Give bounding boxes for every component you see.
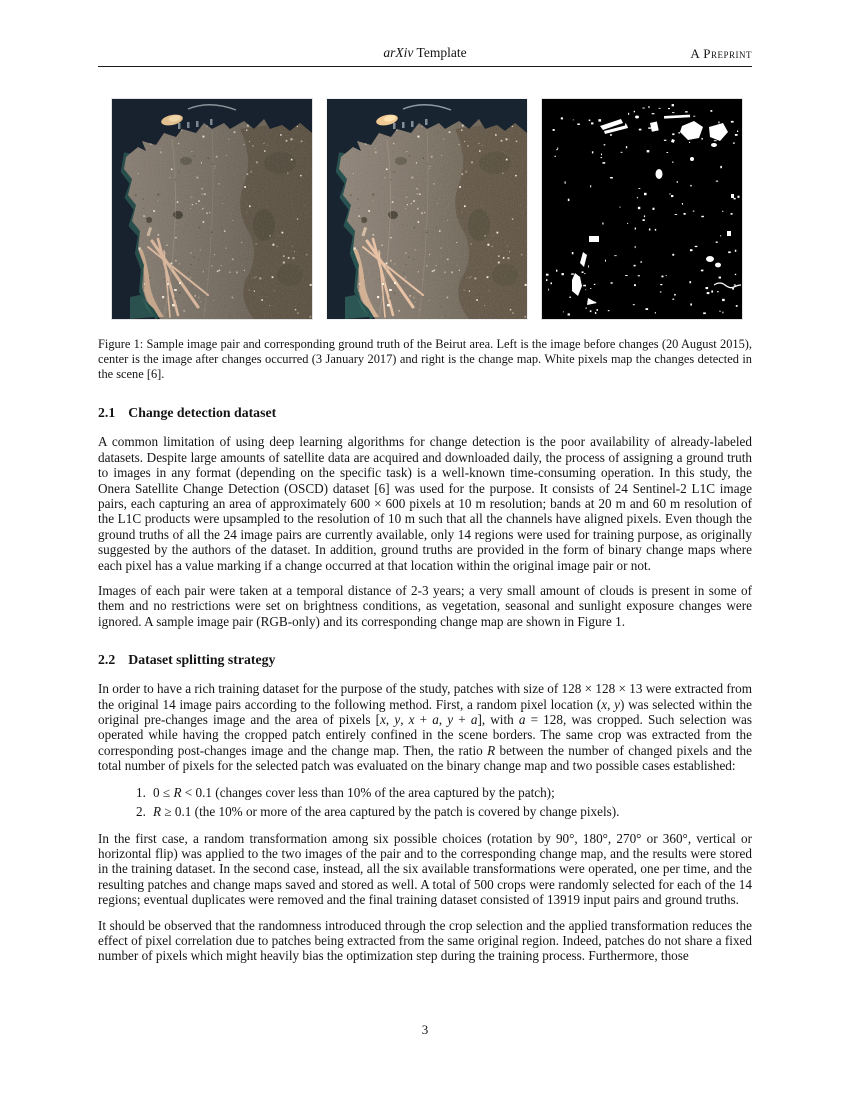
section-title: Change detection dataset <box>128 405 277 421</box>
figure-caption: Figure 1: Sample image pair and corresponding ground truth of the Beirut area. Left is the image before changes (20 August 2015), center is the image after changes occurred (3 January 2017) and right is the change map. White pixels map the changes detected in the scene [6]. <box>98 337 752 382</box>
section-heading-2-1 <box>98 405 752 421</box>
change-map-image <box>541 98 743 320</box>
list-item-2 <box>98 802 752 821</box>
section-title: Dataset splitting strategy <box>128 652 276 668</box>
paragraph-splitting-1: In order to have a rich training dataset for the purpose of the study, patches with size of 128 × 128 × 13 were extracted from the original 14 image pairs according to the following method. First, a random pixel location (x, y) was selected within the original pre-changes image and the area of pixels [x, y, x + a, y + a], with a = 128, was cropped. Such selection was operated while having the cropped patch entirely confined in the scene borders. The same crop was extracted from the corresponding post-changes image and the change map. Then, the ratio R between the number of changed pixels and the total number of pixels for the selected patch was evaluated on the binary change map and two possible cases established: <box>98 681 753 774</box>
paragraph-dataset-2: Images of each pair were taken at a temporal distance of 2-3 years; a very small amount of clouds is present in some of them and no restrictions were set on brightness conditions, as vegetation, seasonal and sunlight exposure changes were ignored. A sample image pair (RGB-only) and its corresponding change map are shown in Figure 1. <box>98 582 752 629</box>
list-marker: 1. <box>136 784 146 800</box>
paragraph-splitting-3: It should be observed that the randomness introduced through the crop selection and the applied transformation reduces the effect of pixel correlation due to patches being extracted from the same original region. Indeed, patches do not share a fixed number of pixels which might heavily bias the optimization step during the training process. Furthermore, those <box>98 917 752 964</box>
page-header <box>98 45 752 67</box>
paragraph-dataset-1: A common limitation of using deep learning algorithms for change detection is the poor availability of already-labeled datasets. Despite large amounts of satellite data are acquired and downloaded daily, the process of assigning a ground truth to images in any format (depending on the specific task) is a well-known time-consuming operation. In this study, the Onera Satellite Change Detection (OSCD) dataset [6] was used for the purpose. It consists of 24 Sentinel-2 L1C image pairs, each capturing an area of approximately 600 × 600 pixels at 10 m resolution; bands at 20 m and 60 m resolution of the L1C products were upsampled to the resolution of 10 m such that all the channels have aligned pixels. Even though the ground truths of all the 24 image pairs are currently available, only 14 regions were used for training purpose, as originally suggested by the authors of the dataset. In addition, ground truths are provided in the form of binary change maps where each pixel has a value marking if a change occurred at that location within the original image pair or not. <box>98 434 752 573</box>
preprint-label: A Preprint <box>690 46 752 61</box>
page-number: 3 <box>421 1022 429 1037</box>
section-heading-2-2 <box>98 652 752 668</box>
header-title <box>98 45 752 61</box>
list-item-text: R ≥ 0.1 (the 10% or more of the area captured by the patch is covered by change pixels). <box>153 803 620 819</box>
list-item-text: 0 ≤ R < 0.1 (changes cover less than 10% of the area captured by the patch); <box>153 784 555 800</box>
list-item-1 <box>98 783 752 802</box>
satellite-image-after <box>326 98 528 320</box>
header-title-italic: arXiv <box>383 45 414 60</box>
section-number: 2.1 <box>98 405 116 421</box>
satellite-image-before <box>111 98 313 320</box>
ordered-list <box>98 783 752 821</box>
list-marker: 2. <box>136 803 146 819</box>
figure-row <box>111 98 752 320</box>
header-title-rest: Template <box>413 45 467 60</box>
section-number: 2.2 <box>98 652 116 668</box>
paragraph-splitting-2: In the first case, a random transformation among six possible choices (rotation by 90°, 180°, 270° or 360°, vertical or horizontal flip) was applied to the two images of the pair and to the corresponding change map, and the results were stored in the training dataset. In the second case, instead, all the six available transformations were operated, one per time, and the resulting patches and change maps saved and stored as well. A total of 500 crops were randomly selected for each of the 14 regions; eventual duplicates were removed and the final training dataset consisted of 13919 input pairs and ground truths. <box>98 830 752 908</box>
